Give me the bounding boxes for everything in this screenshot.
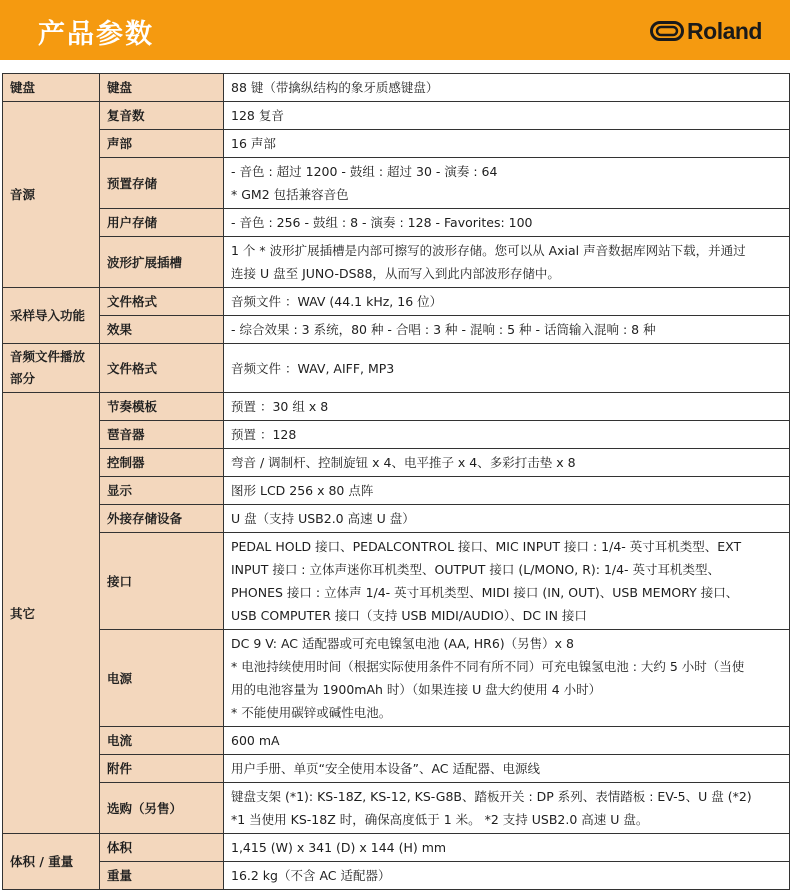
spec-label: 波形扩展插槽 (100, 237, 224, 288)
table-row (3, 393, 790, 421)
spec-value (224, 237, 790, 288)
table-row (3, 158, 790, 209)
spec-value-line: U 盘（支持 USB2.0 高速 U 盘） (231, 511, 415, 526)
spec-value (224, 288, 790, 316)
table-row (3, 533, 790, 630)
spec-value-line: 16 声部 (231, 136, 276, 151)
spec-label: 电源 (100, 630, 224, 727)
spec-label: 选购（另售） (100, 783, 224, 834)
spec-label: 效果 (100, 316, 224, 344)
spec-label: 键盘 (100, 74, 224, 102)
spec-value-line: 1,415 (W) x 341 (D) x 144 (H) mm (231, 840, 447, 855)
spec-label: 预置存储 (100, 158, 224, 209)
spec-value-line: 用的电池容量为 1900mAh 时）（如果连接 U 盘大约使用 4 小时） (231, 682, 602, 697)
spec-value (224, 862, 790, 890)
spec-value-line: 128 复音 (231, 108, 284, 123)
spec-value (224, 505, 790, 533)
spec-value-line: 用户手册、单页“安全使用本设备”、AC 适配器、电源线 (231, 761, 540, 776)
spec-value-line: PEDAL HOLD 接口、PEDALCONTROL 接口、MIC INPUT 接口 : 1/4- 英寸耳机类型、EXT (231, 539, 742, 554)
category-size-weight: 体积 / 重量 (3, 834, 100, 890)
spec-value: 88 键（带擒纵结构的象牙质感键盘） (224, 74, 790, 102)
spec-label: 声部 (100, 130, 224, 158)
spec-value-line: 音频文件 ：WAV (44.1 kHz, 16 位） (231, 294, 443, 309)
spec-value (224, 393, 790, 421)
table-row (3, 209, 790, 237)
spec-table (2, 73, 790, 890)
table-row (3, 344, 790, 393)
roland-logo (650, 17, 762, 45)
category-keyboard: 键盘 (3, 74, 100, 102)
spec-value (224, 477, 790, 505)
spec-value-line: 预置 ：30 组 x 8 (231, 399, 329, 414)
spec-label: 控制器 (100, 449, 224, 477)
spec-value-line: * 电池持续使用时间（根据实际使用条件不同有所不同）可充电镍氢电池 : 大约 5 小时（当使 (231, 659, 745, 674)
spec-value-line: - 音色 : 256 - 鼓组 : 8 - 演奏 : 128 - Favorites: 100 (231, 215, 533, 230)
category-sampling-import: 采样导入功能 (3, 288, 100, 344)
table-row (3, 74, 790, 102)
spec-value-line: * 不能使用碳锌或碱性电池。 (231, 705, 392, 720)
spec-label: 电流 (100, 727, 224, 755)
table-row (3, 862, 790, 890)
spec-label: 外接存储设备 (100, 505, 224, 533)
category-sound-source: 音源 (3, 102, 100, 288)
spec-value (224, 533, 790, 630)
spec-value (224, 209, 790, 237)
spec-value-line: PHONES 接口 : 立体声 1/4- 英寸耳机类型、MIDI 接口 (IN, OUT)、USB MEMORY 接口、 (231, 585, 739, 600)
table-row (3, 288, 790, 316)
spec-value (224, 755, 790, 783)
spec-value-line: 1 个 * 波形扩展插槽是内部可擦写的波形存储。您可以从 Axial 声音数据库网站下载，并通过 (231, 243, 746, 258)
spec-value (224, 316, 790, 344)
spec-value-line: DC 9 V: AC 适配器或可充电镍氢电池 (AA, HR6)（另售）x 8 (231, 636, 574, 651)
spec-value (224, 102, 790, 130)
spec-label: 体积 (100, 834, 224, 862)
table-row (3, 783, 790, 834)
spec-value-line: 弯音 / 调制杆、控制旋钮 x 4、电平推子 x 4、多彩打击垫 x 8 (231, 455, 576, 470)
table-row (3, 102, 790, 130)
spec-label: 重量 (100, 862, 224, 890)
spec-value (224, 783, 790, 834)
table-row (3, 421, 790, 449)
table-row (3, 727, 790, 755)
spec-label: 附件 (100, 755, 224, 783)
spec-label: 琶音器 (100, 421, 224, 449)
spec-value-line: INPUT 接口 : 立体声迷你耳机类型、OUTPUT 接口 (L/MONO, R): 1/4- 英寸耳机类型、 (231, 562, 721, 577)
spec-value-line: 预置 ：128 (231, 427, 297, 442)
spec-value: 音频文件 ：WAV, AIFF, MP3 (224, 344, 790, 393)
page-title: 产品参数 (38, 19, 154, 50)
table-row (3, 630, 790, 727)
table-row (3, 449, 790, 477)
table-row (3, 834, 790, 862)
spec-value (224, 158, 790, 209)
spec-value (224, 834, 790, 862)
spec-value-line: 600 mA (231, 733, 280, 748)
spec-value-line: *1 当使用 KS-18Z 时，确保高度低于 1 米。 *2 支持 USB2.0 高速 U 盘。 (231, 812, 649, 827)
spec-value (224, 449, 790, 477)
spec-label: 节奏模板 (100, 393, 224, 421)
table-row (3, 755, 790, 783)
table-row (3, 505, 790, 533)
spec-value-line: 图形 LCD 256 x 80 点阵 (231, 483, 374, 498)
spec-label: 复音数 (100, 102, 224, 130)
category-audio-playback: 音频文件播放部分 (3, 344, 100, 393)
spec-label: 显示 (100, 477, 224, 505)
table-row (3, 477, 790, 505)
table-row (3, 316, 790, 344)
brand-name: Roland (687, 17, 762, 44)
spec-value-line: - 综合效果 : 3 系统，80 种 - 合唱 : 3 种 - 混响 : 5 种 - 话筒输入混响 : 8 种 (231, 322, 656, 337)
spec-value-line: 连接 U 盘至 JUNO-DS88，从而写入到此内部波形存储中。 (231, 266, 560, 281)
spec-value-line: USB COMPUTER 接口（支持 USB MIDI/AUDIO）、DC IN 接口 (231, 608, 587, 623)
page-header (0, 0, 790, 60)
spec-value (224, 727, 790, 755)
spec-value (224, 130, 790, 158)
spec-value-line: 键盘支架 (*1): KS-18Z, KS-12, KS-G8B、踏板开关 : DP 系列、表情踏板 : EV-5、U 盘 (*2) (231, 789, 752, 804)
spec-value-line: - 音色 : 超过 1200 - 鼓组 : 超过 30 - 演奏 : 64 (231, 164, 498, 179)
roland-r-mark-icon (650, 21, 684, 41)
spec-label: 文件格式 (100, 288, 224, 316)
spec-label: 用户存储 (100, 209, 224, 237)
spec-value (224, 630, 790, 727)
table-row (3, 237, 790, 288)
spec-value-line: * GM2 包括兼容音色 (231, 187, 349, 202)
spec-label: 文件格式 (100, 344, 224, 393)
spec-label: 接口 (100, 533, 224, 630)
spec-value (224, 421, 790, 449)
spec-value-line: 16.2 kg（不含 AC 适配器） (231, 868, 391, 883)
category-other: 其它 (3, 393, 100, 834)
table-row (3, 130, 790, 158)
